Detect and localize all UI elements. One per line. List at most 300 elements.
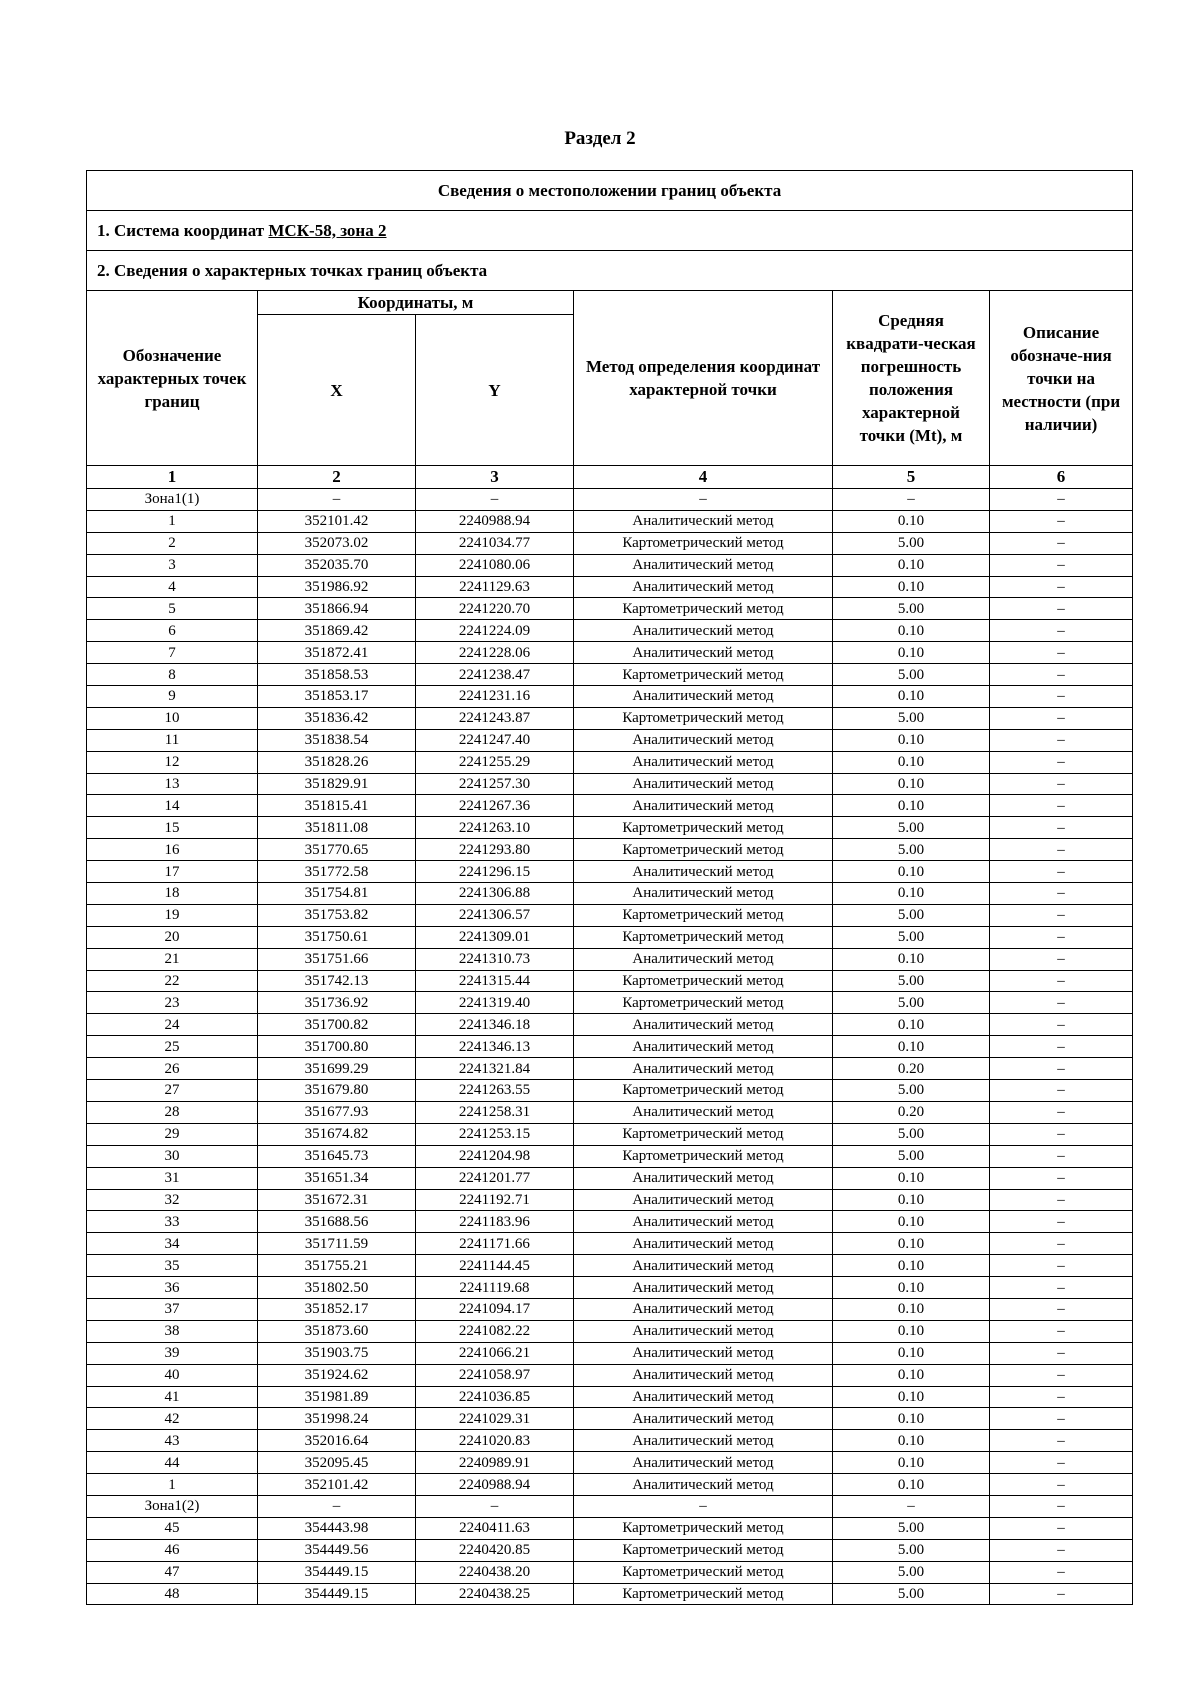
- point-designation: 26: [87, 1058, 258, 1080]
- point-description: –: [990, 1167, 1133, 1189]
- table-row: [87, 1014, 1133, 1036]
- mean-error: 5.00: [833, 598, 990, 620]
- column-numbers-row: [87, 466, 1133, 489]
- coord-y: 2241183.96: [416, 1211, 574, 1233]
- point-description: –: [990, 1255, 1133, 1277]
- coord-x: 351700.82: [258, 1014, 416, 1036]
- coord-x: 351750.61: [258, 926, 416, 948]
- mean-error: 0.10: [833, 1298, 990, 1320]
- method: Аналитический метод: [574, 795, 833, 817]
- point-designation: 32: [87, 1189, 258, 1211]
- mean-error: 5.00: [833, 904, 990, 926]
- mean-error: 0.10: [833, 576, 990, 598]
- point-description: –: [990, 1474, 1133, 1496]
- method: Аналитический метод: [574, 1277, 833, 1299]
- coord-x: 351755.21: [258, 1255, 416, 1277]
- table-row: [87, 1101, 1133, 1123]
- coord-y: 2240989.91: [416, 1452, 574, 1474]
- table-row: [87, 1430, 1133, 1452]
- point-description: –: [990, 1123, 1133, 1145]
- column-number: 3: [416, 466, 574, 489]
- coord-y: 2241224.09: [416, 620, 574, 642]
- coord-y: –: [416, 1495, 574, 1517]
- mean-error: 0.10: [833, 1408, 990, 1430]
- table-row: [87, 1495, 1133, 1517]
- point-designation: 10: [87, 707, 258, 729]
- table-row: [87, 642, 1133, 664]
- method: –: [574, 1495, 833, 1517]
- table-row: [87, 926, 1133, 948]
- method: Аналитический метод: [574, 751, 833, 773]
- table-row: [87, 1561, 1133, 1583]
- point-description: –: [990, 489, 1133, 511]
- method: Аналитический метод: [574, 1386, 833, 1408]
- point-designation: 21: [87, 948, 258, 970]
- coord-y: 2241258.31: [416, 1101, 574, 1123]
- method: Аналитический метод: [574, 1014, 833, 1036]
- coord-y: 2241346.18: [416, 1014, 574, 1036]
- point-designation: 7: [87, 642, 258, 664]
- point-designation: 18: [87, 883, 258, 905]
- coord-y: 2241310.73: [416, 948, 574, 970]
- mean-error: 0.10: [833, 510, 990, 532]
- coord-y: 2241029.31: [416, 1408, 574, 1430]
- coord-x: 351753.82: [258, 904, 416, 926]
- coord-y: 2241020.83: [416, 1430, 574, 1452]
- method: Аналитический метод: [574, 1474, 833, 1496]
- mean-error: 0.10: [833, 1233, 990, 1255]
- mean-error: 0.10: [833, 1211, 990, 1233]
- coord-x: 351838.54: [258, 729, 416, 751]
- point-description: –: [990, 686, 1133, 708]
- point-description: –: [990, 1277, 1133, 1299]
- coord-x: 351677.93: [258, 1101, 416, 1123]
- column-number: 2: [258, 466, 416, 489]
- table-row: [87, 1364, 1133, 1386]
- table-row: [87, 1058, 1133, 1080]
- coord-y: 2241129.63: [416, 576, 574, 598]
- point-designation: 30: [87, 1145, 258, 1167]
- method: Картометрический метод: [574, 839, 833, 861]
- method: Картометрический метод: [574, 1561, 833, 1583]
- coord-x: 351924.62: [258, 1364, 416, 1386]
- method: Аналитический метод: [574, 729, 833, 751]
- header-coordinates: Координаты, м: [258, 291, 574, 315]
- coord-y: 2241228.06: [416, 642, 574, 664]
- point-description: –: [990, 554, 1133, 576]
- coord-y: 2241058.97: [416, 1364, 574, 1386]
- coord-x: 351873.60: [258, 1320, 416, 1342]
- table-row: [87, 686, 1133, 708]
- coord-x: 352101.42: [258, 1474, 416, 1496]
- method: Аналитический метод: [574, 1101, 833, 1123]
- method: Картометрический метод: [574, 1539, 833, 1561]
- method: Аналитический метод: [574, 1408, 833, 1430]
- point-designation: 45: [87, 1517, 258, 1539]
- point-designation: 16: [87, 839, 258, 861]
- mean-error: 5.00: [833, 1517, 990, 1539]
- mean-error: 5.00: [833, 1561, 990, 1583]
- point-description: –: [990, 1145, 1133, 1167]
- coord-x: 351866.94: [258, 598, 416, 620]
- point-designation: 3: [87, 554, 258, 576]
- coord-y: 2241231.16: [416, 686, 574, 708]
- mean-error: 5.00: [833, 1145, 990, 1167]
- coord-y: 2241319.40: [416, 992, 574, 1014]
- table-row: [87, 992, 1133, 1014]
- coord-x: 351742.13: [258, 970, 416, 992]
- point-designation: 38: [87, 1320, 258, 1342]
- table-row: [87, 1255, 1133, 1277]
- coord-x: 351736.92: [258, 992, 416, 1014]
- coord-y: 2241306.57: [416, 904, 574, 926]
- coord-y: –: [416, 489, 574, 511]
- point-description: –: [990, 1408, 1133, 1430]
- point-designation: 44: [87, 1452, 258, 1474]
- point-designation: 15: [87, 817, 258, 839]
- mean-error: 0.10: [833, 1255, 990, 1277]
- mean-error: 0.10: [833, 773, 990, 795]
- point-designation: 11: [87, 729, 258, 751]
- point-description: –: [990, 1058, 1133, 1080]
- table-row: [87, 1036, 1133, 1058]
- table-row: [87, 773, 1133, 795]
- coord-x: 351645.73: [258, 1145, 416, 1167]
- mean-error: 0.10: [833, 948, 990, 970]
- point-designation: 39: [87, 1342, 258, 1364]
- point-description: –: [990, 1452, 1133, 1474]
- point-description: –: [990, 1036, 1133, 1058]
- page-title: Раздел 2: [564, 128, 636, 149]
- method: Аналитический метод: [574, 1342, 833, 1364]
- point-description: –: [990, 1014, 1133, 1036]
- table-row: [87, 1277, 1133, 1299]
- point-description: –: [990, 817, 1133, 839]
- mean-error: 0.10: [833, 1036, 990, 1058]
- coord-x: 351651.34: [258, 1167, 416, 1189]
- coord-x: 351998.24: [258, 1408, 416, 1430]
- point-description: –: [990, 1495, 1133, 1517]
- point-description: –: [990, 1364, 1133, 1386]
- method: Аналитический метод: [574, 773, 833, 795]
- point-description: –: [990, 773, 1133, 795]
- coord-y: 2240411.63: [416, 1517, 574, 1539]
- coord-x: 351688.56: [258, 1211, 416, 1233]
- point-designation: 24: [87, 1014, 258, 1036]
- coord-y: 2241296.15: [416, 861, 574, 883]
- method: Аналитический метод: [574, 686, 833, 708]
- method: Аналитический метод: [574, 1036, 833, 1058]
- method: Картометрический метод: [574, 664, 833, 686]
- table-row: [87, 1189, 1133, 1211]
- mean-error: 5.00: [833, 532, 990, 554]
- point-designation: Зона1(2): [87, 1495, 258, 1517]
- point-description: –: [990, 1342, 1133, 1364]
- mean-error: 5.00: [833, 970, 990, 992]
- mean-error: 0.10: [833, 1342, 990, 1364]
- coord-x: 351986.92: [258, 576, 416, 598]
- point-designation: 1: [87, 510, 258, 532]
- point-designation: 2: [87, 532, 258, 554]
- table-row: [87, 1386, 1133, 1408]
- point-designation: 1: [87, 1474, 258, 1496]
- point-designation: 13: [87, 773, 258, 795]
- point-designation: 17: [87, 861, 258, 883]
- method: Картометрический метод: [574, 532, 833, 554]
- method: Картометрический метод: [574, 1583, 833, 1605]
- table-row: [87, 1145, 1133, 1167]
- point-description: –: [990, 620, 1133, 642]
- column-number: 1: [87, 466, 258, 489]
- coord-y: 2240420.85: [416, 1539, 574, 1561]
- coord-x: 351903.75: [258, 1342, 416, 1364]
- header-description: Описание обозначе-ния точки на местности (при наличии): [990, 291, 1133, 466]
- mean-error: 0.10: [833, 1452, 990, 1474]
- point-designation: 48: [87, 1583, 258, 1605]
- table-caption: Сведения о местоположении границ объекта: [87, 171, 1133, 211]
- point-designation: 12: [87, 751, 258, 773]
- coord-x: 351829.91: [258, 773, 416, 795]
- column-number: 4: [574, 466, 833, 489]
- method: Аналитический метод: [574, 642, 833, 664]
- table-row: [87, 795, 1133, 817]
- point-description: –: [990, 707, 1133, 729]
- point-description: –: [990, 510, 1133, 532]
- table-row: [87, 554, 1133, 576]
- coord-x: 354449.56: [258, 1539, 416, 1561]
- coord-x: 351699.29: [258, 1058, 416, 1080]
- point-description: –: [990, 795, 1133, 817]
- coord-x: 352016.64: [258, 1430, 416, 1452]
- point-description: –: [990, 1430, 1133, 1452]
- table-row: [87, 620, 1133, 642]
- boundary-points-table: [86, 170, 1133, 1605]
- mean-error: 0.10: [833, 554, 990, 576]
- method: Аналитический метод: [574, 883, 833, 905]
- method: Аналитический метод: [574, 576, 833, 598]
- mean-error: 0.10: [833, 751, 990, 773]
- point-description: –: [990, 1539, 1133, 1561]
- mean-error: 5.00: [833, 926, 990, 948]
- coord-x: 354449.15: [258, 1583, 416, 1605]
- mean-error: 0.10: [833, 620, 990, 642]
- table-row: [87, 664, 1133, 686]
- method: Картометрический метод: [574, 707, 833, 729]
- point-designation: 4: [87, 576, 258, 598]
- coord-x: 351815.41: [258, 795, 416, 817]
- point-description: –: [990, 642, 1133, 664]
- point-description: –: [990, 992, 1133, 1014]
- coord-y: 2241255.29: [416, 751, 574, 773]
- table-body: [87, 489, 1133, 1605]
- coord-x: 351711.59: [258, 1233, 416, 1255]
- coord-x: 351770.65: [258, 839, 416, 861]
- coord-x: 354443.98: [258, 1517, 416, 1539]
- method: Картометрический метод: [574, 1080, 833, 1102]
- coord-x: 351828.26: [258, 751, 416, 773]
- table-row: [87, 883, 1133, 905]
- method: Аналитический метод: [574, 1255, 833, 1277]
- method: Аналитический метод: [574, 1320, 833, 1342]
- point-designation: 5: [87, 598, 258, 620]
- point-description: –: [990, 883, 1133, 905]
- coord-x: –: [258, 489, 416, 511]
- mean-error: 0.10: [833, 1189, 990, 1211]
- coord-y: 2241263.10: [416, 817, 574, 839]
- coord-y: 2241201.77: [416, 1167, 574, 1189]
- method: –: [574, 489, 833, 511]
- table-row: [87, 970, 1133, 992]
- mean-error: 0.10: [833, 642, 990, 664]
- coord-x: 351679.80: [258, 1080, 416, 1102]
- method: Картометрический метод: [574, 598, 833, 620]
- coordinate-system-value: МСК-58, зона 2: [268, 220, 387, 240]
- point-description: –: [990, 751, 1133, 773]
- point-designation: 46: [87, 1539, 258, 1561]
- point-designation: 41: [87, 1386, 258, 1408]
- coord-y: 2241247.40: [416, 729, 574, 751]
- method: Аналитический метод: [574, 1167, 833, 1189]
- point-description: –: [990, 1298, 1133, 1320]
- mean-error: 5.00: [833, 1583, 990, 1605]
- method: Картометрический метод: [574, 817, 833, 839]
- method: Картометрический метод: [574, 992, 833, 1014]
- coord-y: 2241346.13: [416, 1036, 574, 1058]
- table-row: [87, 1474, 1133, 1496]
- coord-y: 2241253.15: [416, 1123, 574, 1145]
- header-error: Средняя квадрати-ческая погрешность положения характерной точки (Mt), м: [833, 291, 990, 466]
- table-row: [87, 707, 1133, 729]
- point-description: –: [990, 1189, 1133, 1211]
- coord-y: 2241315.44: [416, 970, 574, 992]
- coord-x: –: [258, 1495, 416, 1517]
- table-row: [87, 576, 1133, 598]
- mean-error: 5.00: [833, 1080, 990, 1102]
- point-designation: 28: [87, 1101, 258, 1123]
- coordinate-system-row: [87, 211, 1133, 251]
- coord-y: 2241220.70: [416, 598, 574, 620]
- mean-error: 0.10: [833, 795, 990, 817]
- mean-error: 0.10: [833, 1430, 990, 1452]
- point-designation: Зона1(1): [87, 489, 258, 511]
- mean-error: 0.10: [833, 861, 990, 883]
- table-row: [87, 861, 1133, 883]
- mean-error: 0.10: [833, 686, 990, 708]
- point-description: –: [990, 1101, 1133, 1123]
- method: Картометрический метод: [574, 904, 833, 926]
- coord-y: 2241309.01: [416, 926, 574, 948]
- mean-error: 5.00: [833, 707, 990, 729]
- point-description: –: [990, 576, 1133, 598]
- point-designation: 35: [87, 1255, 258, 1277]
- point-designation: 27: [87, 1080, 258, 1102]
- point-description: –: [990, 1211, 1133, 1233]
- point-description: –: [990, 839, 1133, 861]
- method: Аналитический метод: [574, 1452, 833, 1474]
- column-number: 6: [990, 466, 1133, 489]
- coord-x: 351811.08: [258, 817, 416, 839]
- coord-y: 2241243.87: [416, 707, 574, 729]
- coord-y: 2240438.20: [416, 1561, 574, 1583]
- point-description: –: [990, 1517, 1133, 1539]
- point-designation: 34: [87, 1233, 258, 1255]
- point-designation: 20: [87, 926, 258, 948]
- point-description: –: [990, 1080, 1133, 1102]
- method: Аналитический метод: [574, 510, 833, 532]
- mean-error: 5.00: [833, 992, 990, 1014]
- mean-error: –: [833, 1495, 990, 1517]
- method: Аналитический метод: [574, 1211, 833, 1233]
- table-row: [87, 751, 1133, 773]
- mean-error: 0.10: [833, 1167, 990, 1189]
- point-description: –: [990, 532, 1133, 554]
- point-designation: 42: [87, 1408, 258, 1430]
- coord-y: 2241066.21: [416, 1342, 574, 1364]
- coord-y: 2241119.68: [416, 1277, 574, 1299]
- point-designation: 25: [87, 1036, 258, 1058]
- table-row: [87, 817, 1133, 839]
- table-row: [87, 1123, 1133, 1145]
- coord-x: 351858.53: [258, 664, 416, 686]
- table-row: [87, 1080, 1133, 1102]
- coord-x: 351836.42: [258, 707, 416, 729]
- point-description: –: [990, 1561, 1133, 1583]
- method: Картометрический метод: [574, 1517, 833, 1539]
- mean-error: 5.00: [833, 1123, 990, 1145]
- point-designation: 23: [87, 992, 258, 1014]
- mean-error: 0.10: [833, 1014, 990, 1036]
- coord-y: 2241306.88: [416, 883, 574, 905]
- coord-y: 2241192.71: [416, 1189, 574, 1211]
- point-description: –: [990, 1233, 1133, 1255]
- mean-error: 0.10: [833, 1474, 990, 1496]
- mean-error: 5.00: [833, 1539, 990, 1561]
- header-method: Метод определения координат характерной точки: [574, 291, 833, 466]
- table-row: [87, 948, 1133, 970]
- method: Картометрический метод: [574, 926, 833, 948]
- method: Аналитический метод: [574, 1233, 833, 1255]
- coord-y: 2240988.94: [416, 1474, 574, 1496]
- mean-error: 5.00: [833, 664, 990, 686]
- mean-error: 0.10: [833, 1364, 990, 1386]
- column-number: 5: [833, 466, 990, 489]
- mean-error: 0.10: [833, 1320, 990, 1342]
- method: Картометрический метод: [574, 970, 833, 992]
- table-row: [87, 839, 1133, 861]
- point-description: –: [990, 598, 1133, 620]
- coord-x: 351852.17: [258, 1298, 416, 1320]
- point-designation: 6: [87, 620, 258, 642]
- coord-x: 351869.42: [258, 620, 416, 642]
- coord-y: 2241204.98: [416, 1145, 574, 1167]
- table-row: [87, 1298, 1133, 1320]
- method: Аналитический метод: [574, 1364, 833, 1386]
- table-row: [87, 1342, 1133, 1364]
- table-row: [87, 510, 1133, 532]
- method: Аналитический метод: [574, 1189, 833, 1211]
- coord-x: 352035.70: [258, 554, 416, 576]
- point-designation: 40: [87, 1364, 258, 1386]
- method: Аналитический метод: [574, 948, 833, 970]
- method: Аналитический метод: [574, 1430, 833, 1452]
- point-description: –: [990, 1386, 1133, 1408]
- point-description: –: [990, 729, 1133, 751]
- method: Картометрический метод: [574, 1145, 833, 1167]
- coord-x: 351772.58: [258, 861, 416, 883]
- method: Аналитический метод: [574, 861, 833, 883]
- mean-error: –: [833, 489, 990, 511]
- point-designation: 36: [87, 1277, 258, 1299]
